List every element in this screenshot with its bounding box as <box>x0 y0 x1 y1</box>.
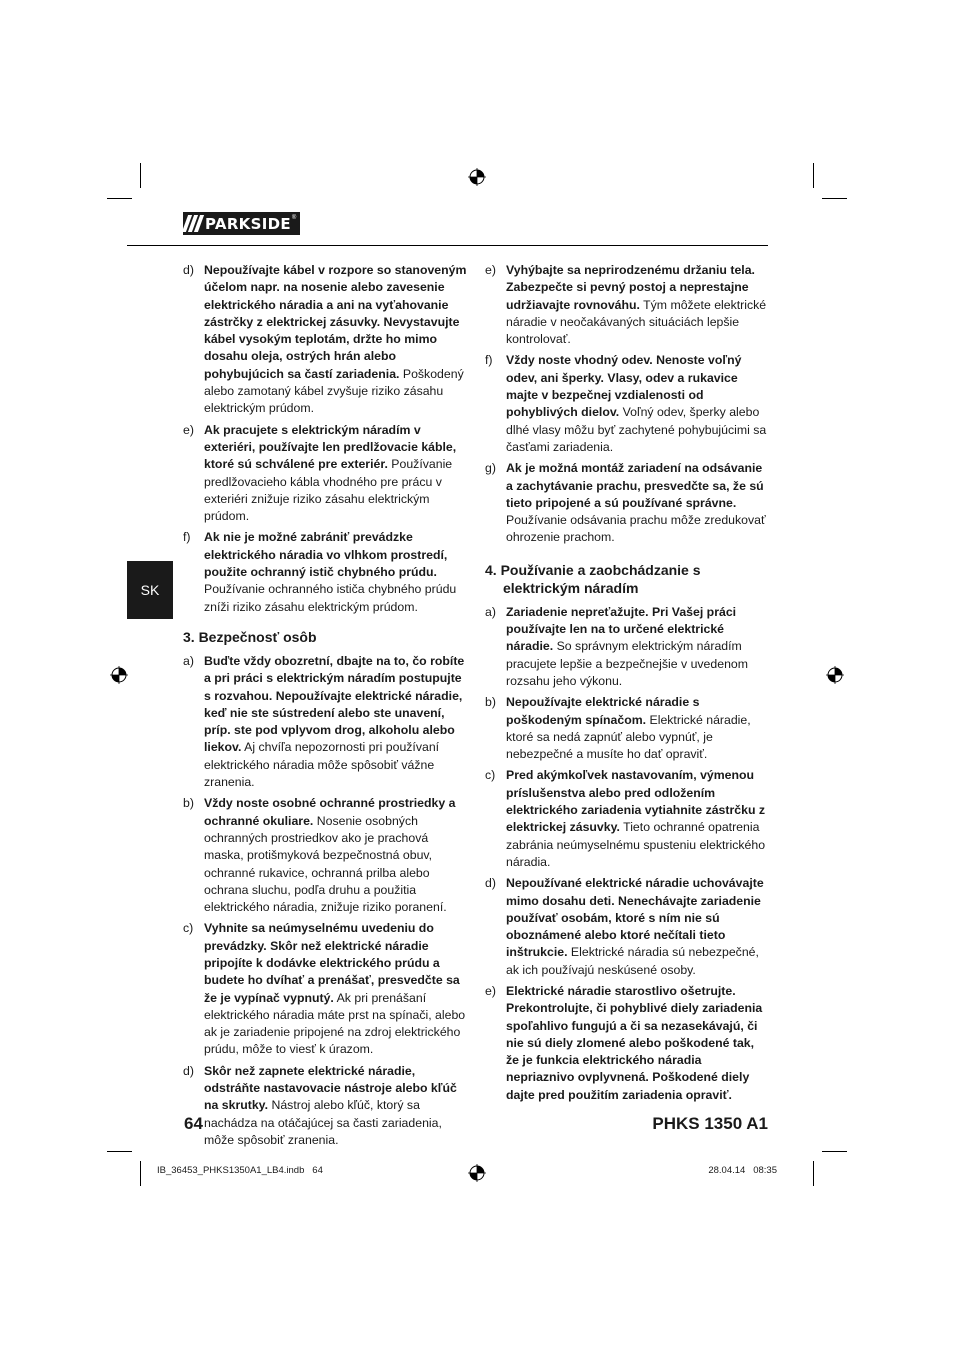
header-rule <box>127 245 768 246</box>
list-item-bold-text: Ak pracujete s elektrickým náradím v exteriéri, používajte len predlžovacie káble, ktoré sú schválené pre exteriér. <box>204 422 457 472</box>
date-info: 28.04.14 08:35 <box>708 1165 777 1176</box>
list-item-text: Používanie predlžovacieho kábla vhodného pre prácu v exteriéri znižuje riziko zásahu elektrickým prúdom. <box>204 457 453 524</box>
logo-registered-mark: ® <box>291 215 297 221</box>
list-item-bold-text: Vyhnite sa neúmyselnému uvedeniu do prevádzky. Skôr než elektrické náradie pripojíte k dodávke elektrického prúdu a budete ho dvíhať a prenášať, presvedčte sa že je vypínač vypnutý. <box>204 921 460 1005</box>
list-item-bold-text: Skôr než zapnete elektrické náradie, odstráňte nastavovacie nástroje alebo kľúč na skrutky. <box>204 1063 457 1113</box>
right-top-list <box>485 262 768 547</box>
list-item-text: Nosenie osobných ochranných prostriedkov ako je prachová maska, protišmyková bezpečnostná obuv, ochranné rukavice, ochranná prilba alebo ochrana sluchu, podľa druhu a použitia elektrického náradia, znižuje riziko poranení. <box>204 813 447 915</box>
list-item-bold-text: Nepoužívajte kábel v rozpore so stanoveným účelom napr. na nosenie alebo zavesenie elektrického náradia a ani na vyťahovanie zástrčky z elektrickej zásuvky. Nevystavujte kábel vysokým teplotám, držte ho mimo dosahu oleja, ostrých hrán alebo pohybujúcich sa častí zariadenia. <box>204 263 467 381</box>
list-item-letter: f) <box>183 530 191 545</box>
list-item-letter: a) <box>485 604 496 619</box>
list-item <box>485 460 768 546</box>
crop-mark <box>140 1161 141 1186</box>
list-item-text: Nástroj alebo kľúč, ktorý sa nachádza na otáčajúcej sa časti zariadenia, môže spôsobiť zranenia. <box>204 1098 442 1147</box>
section-4-list <box>485 604 768 1104</box>
list-item-text: Používanie odsávania prachu môže zredukovať ohrozenie prachom. <box>506 513 766 545</box>
list-item-text: Voľný odev, šperky alebo dlhé vlasy môžu byť zachytené pohybujúcimi sa časťami zariadenia. <box>506 405 767 454</box>
crop-mark <box>813 1161 814 1186</box>
language-tab: SK <box>127 561 173 619</box>
list-item <box>183 529 470 615</box>
brand-logo <box>183 212 300 235</box>
list-item-bold-text: Buďte vždy obozretní, dbajte na to, čo robíte a pri práci s elektrickým náradím postupujte s rozvahou. Nepoužívajte elektrické náradie, keď nie ste sústredení alebo ste unavení, príp. ste pod vplyvom drog, alkoholu alebo liekov. <box>204 653 465 755</box>
crop-mark <box>140 163 141 188</box>
list-item-letter: d) <box>183 263 194 277</box>
list-item <box>485 262 768 348</box>
list-item-bold-text: Vždy noste vhodný odev. Nenoste voľný odev, ani šperky. Vlasy, odev a rukavice majte v bezpečnej vzdialenosti od pohyblivých dielov. <box>506 353 742 420</box>
list-item <box>485 352 768 456</box>
list-item-letter: b) <box>485 695 496 710</box>
list-item-letter: e) <box>485 983 496 998</box>
logo-slashes-icon <box>185 215 201 232</box>
list-item-bold-text: Nepoužívajte elektrické náradie s poškodeným spínačom. <box>506 695 700 727</box>
list-item-letter: g) <box>485 461 496 476</box>
model-name: PHKS 1350 A1 <box>652 1114 768 1133</box>
crop-mark <box>107 1151 132 1152</box>
list-item-letter: f) <box>485 353 493 368</box>
right-column <box>485 262 768 1108</box>
list-item <box>485 983 768 1104</box>
list-item-bold-text: Ak nie je možné zabrániť prevádzke elektrického náradia vo vlhkom prostredí, použite ochranný istič chybného prúdu. <box>204 530 448 580</box>
list-item-bold-text: Ak je možná montáž zariadení na odsávanie a zachytávanie prachu, presvedčte sa, že sú tieto pripojené a sú používané správne. <box>506 461 764 510</box>
crop-mark <box>813 163 814 188</box>
list-item-bold-text: Vždy noste osobné ochranné prostriedky a ochranné okuliare. <box>204 796 456 828</box>
list-item <box>485 604 768 690</box>
list-item-bold-text: Pred akýmkoľvek nastavovaním, výmenou príslušenstva alebo pred odložením elektrického zariadenia vytiahnite zástrčku z elektrickej zásuvky. <box>506 768 766 835</box>
list-item-letter: d) <box>183 1063 194 1078</box>
list-item-text: Elektrické náradia sú nebezpečné, ak ich používajú neskúsené osoby. <box>506 945 759 977</box>
list-item-bold-text: Zariadenie nepreťažujte. Pri Vašej práci používajte len na to určené elektrické náradie. <box>506 604 737 654</box>
list-item <box>183 262 470 418</box>
list-item-letter: c) <box>485 768 496 783</box>
left-column <box>183 262 470 1153</box>
page-number: 64 <box>184 1114 203 1133</box>
registration-mark-icon <box>468 1164 486 1182</box>
left-top-list <box>183 262 470 616</box>
list-item <box>485 767 768 871</box>
list-item-text: Elektrické náradie, ktoré sa nedá zapnúť alebo vypnúť, je nebezpečné a musíte ho dať opraviť. <box>506 712 751 762</box>
list-item-text: Ak pri prenášaní elektrického náradia máte prst na spínači, alebo ak je zariadenie pripojené na zdroj elektrického prúdu, môže to viesť k úrazom. <box>204 990 466 1057</box>
list-item-letter: d) <box>485 876 496 891</box>
list-item-text: Tieto ochranné opatrenia zabránia neúmyselnému spusteniu elektrického náradia. <box>506 820 766 869</box>
list-item-bold-text: Nepoužívané elektrické náradie uchovávajte mimo dosahu deti. Nenechávajte zariadenie používať osobám, ktoré s ním nie sú oboznámené alebo ktoré nečítali tieto inštrukcie. <box>506 876 764 960</box>
list-item-text: Poškodený alebo zamotaný kábel zvyšuje riziko zásahu elektrickým prúdom. <box>204 366 464 416</box>
list-item <box>183 795 470 916</box>
file-info: IB_36453_PHKS1350A1_LB4.indb 64 <box>157 1165 323 1176</box>
list-item-text: Aj chvíľa nepozornosti pri používaní elektrického náradia môže spôsobiť vážne zranenia. <box>204 740 440 790</box>
list-item <box>485 875 768 979</box>
section-3-list <box>183 653 470 1149</box>
logo-text: PARKSIDE <box>205 214 291 233</box>
section-4-title: 4. Používanie a zaobchádzanie s elektrickým náradím <box>485 561 701 596</box>
registration-mark-icon <box>468 168 486 186</box>
crop-mark <box>822 198 847 199</box>
list-item <box>183 653 470 791</box>
list-item <box>183 422 470 526</box>
list-item-letter: a) <box>183 653 194 668</box>
crop-mark <box>822 1151 847 1152</box>
list-item-letter: c) <box>183 921 194 936</box>
list-item-letter: e) <box>183 422 194 437</box>
list-item <box>485 694 768 763</box>
list-item <box>183 920 470 1058</box>
registration-mark-icon <box>110 666 128 684</box>
list-item-letter: e) <box>485 263 496 277</box>
list-item-text: Tým môžete elektrické náradie v neočakávaných situáciách lepšie kontrolovať. <box>506 297 767 347</box>
list-item-bold-text: Vyhýbajte sa neprirodzenému držaniu tela. Zabezpečte si pevný postoj a neprestajne udržiavajte rovnováhu. <box>506 263 755 312</box>
list-item-text: So správnym elektrickým náradím pracujete lepšie a bezpečnejšie v uvedenom rozsahu jeho výkonu. <box>506 639 748 688</box>
list-item <box>183 1063 470 1149</box>
list-item-letter: b) <box>183 796 194 811</box>
crop-mark <box>107 198 132 199</box>
list-item-text: Používanie ochranného ističa chybného prúdu zníži riziko zásahu elektrickým prúdom. <box>204 582 457 614</box>
registration-mark-icon <box>826 666 844 684</box>
list-item-bold-text: Elektrické náradie starostlivo ošetrujte. Prekontrolujte, či pohyblivé diely zariadenia spoľahlivo fungujú a či sa nezasekávajú, či nie sú diely zlomené alebo poškodené tak, že je funkcia elektrického náradia nepriaznivo ovplyvnená. Poškodené diely dajte pred použitím zariadenia opraviť. <box>506 983 763 1102</box>
section-3-title: 3. Bezpečnosť osôb <box>183 628 317 645</box>
